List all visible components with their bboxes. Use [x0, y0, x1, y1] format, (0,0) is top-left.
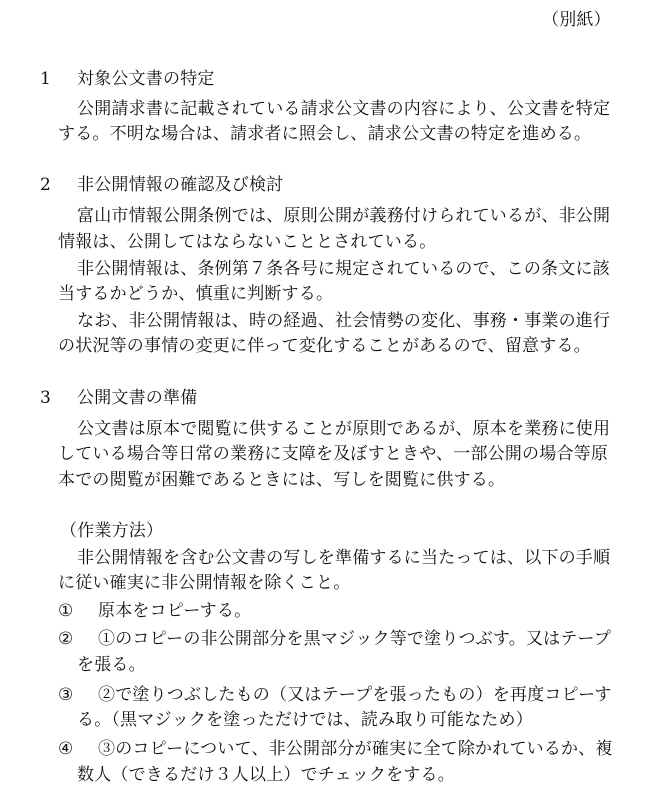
step-text: を張る。	[77, 655, 146, 675]
step-number: ②	[58, 629, 74, 649]
attachment-label: （別紙）	[542, 10, 611, 30]
step-text: ②で塗りつぶしたもの（又はテープを張ったもの）を再度コピーす	[98, 685, 612, 705]
section2-heading: 非公開情報の確認及び検討	[77, 175, 284, 195]
step-text: る。（黒マジックを塗っただけでは、読み取り可能なため）	[77, 710, 533, 730]
section1-text-line: 公開請求書に記載されている請求公文書の内容により、公文書を特定	[77, 99, 611, 119]
section3-heading: 公開文書の準備	[77, 388, 198, 408]
section2-text-line: の状況等の事情の変更に伴って変化することがあるので、留意する。	[58, 336, 591, 356]
step-text: ①のコピーの非公開部分を黒マジック等で塗りつぶす。又はテープ	[98, 629, 612, 649]
section3-text-line: している場合等日常の業務に支障を及ぼすときや、一部公開の場合等原	[58, 444, 609, 464]
section2-text-line: なお、非公開情報は、時の経過、社会情勢の変化、事務・事業の進行	[77, 311, 611, 331]
method-heading: （作業方法）	[60, 521, 164, 541]
section1-text-line: する。不明な場合は、請求者に照会し、請求公文書の特定を進める。	[58, 124, 592, 144]
section2-text-line: 情報は、公開してはならないこととされている。	[58, 232, 437, 252]
section1-number: 1	[40, 69, 52, 89]
method-text-line: 非公開情報を含む公文書の写しを準備するに当たっては、以下の手順	[77, 548, 611, 568]
method-text-line: に従い確実に非公開情報を除くこと。	[58, 573, 351, 593]
step-number: ①	[58, 601, 74, 621]
section2-text-line: 非公開情報は、条例第７条各号に規定されているので、この条文に該	[77, 259, 610, 279]
section2-text-line: 富山市情報公開条例では、原則公開が義務付けられているが、非公開	[77, 206, 611, 226]
section1-heading: 対象公文書の特定	[77, 69, 215, 89]
step-text: 原本をコピーする。	[98, 601, 252, 621]
step-number: ④	[58, 739, 74, 759]
section3-number: 3	[40, 388, 52, 408]
section3-text-line: 本での閲覧が困難であるときには、写しを閲覧に供する。	[58, 470, 506, 490]
step-text: ③のコピーについて、非公開部分が確実に全て除かれているか、複	[98, 739, 613, 759]
section3-text-line: 公文書は原本で閲覧に供することが原則であるが、原本を業務に使用	[77, 419, 611, 439]
section2-number: 2	[40, 175, 52, 195]
step-number: ③	[58, 685, 74, 705]
step-text: 数人（できるだけ３人以上）でチェックをする。	[77, 765, 455, 785]
section2-text-line: 当するかどうか、慎重に判断する。	[58, 284, 334, 304]
